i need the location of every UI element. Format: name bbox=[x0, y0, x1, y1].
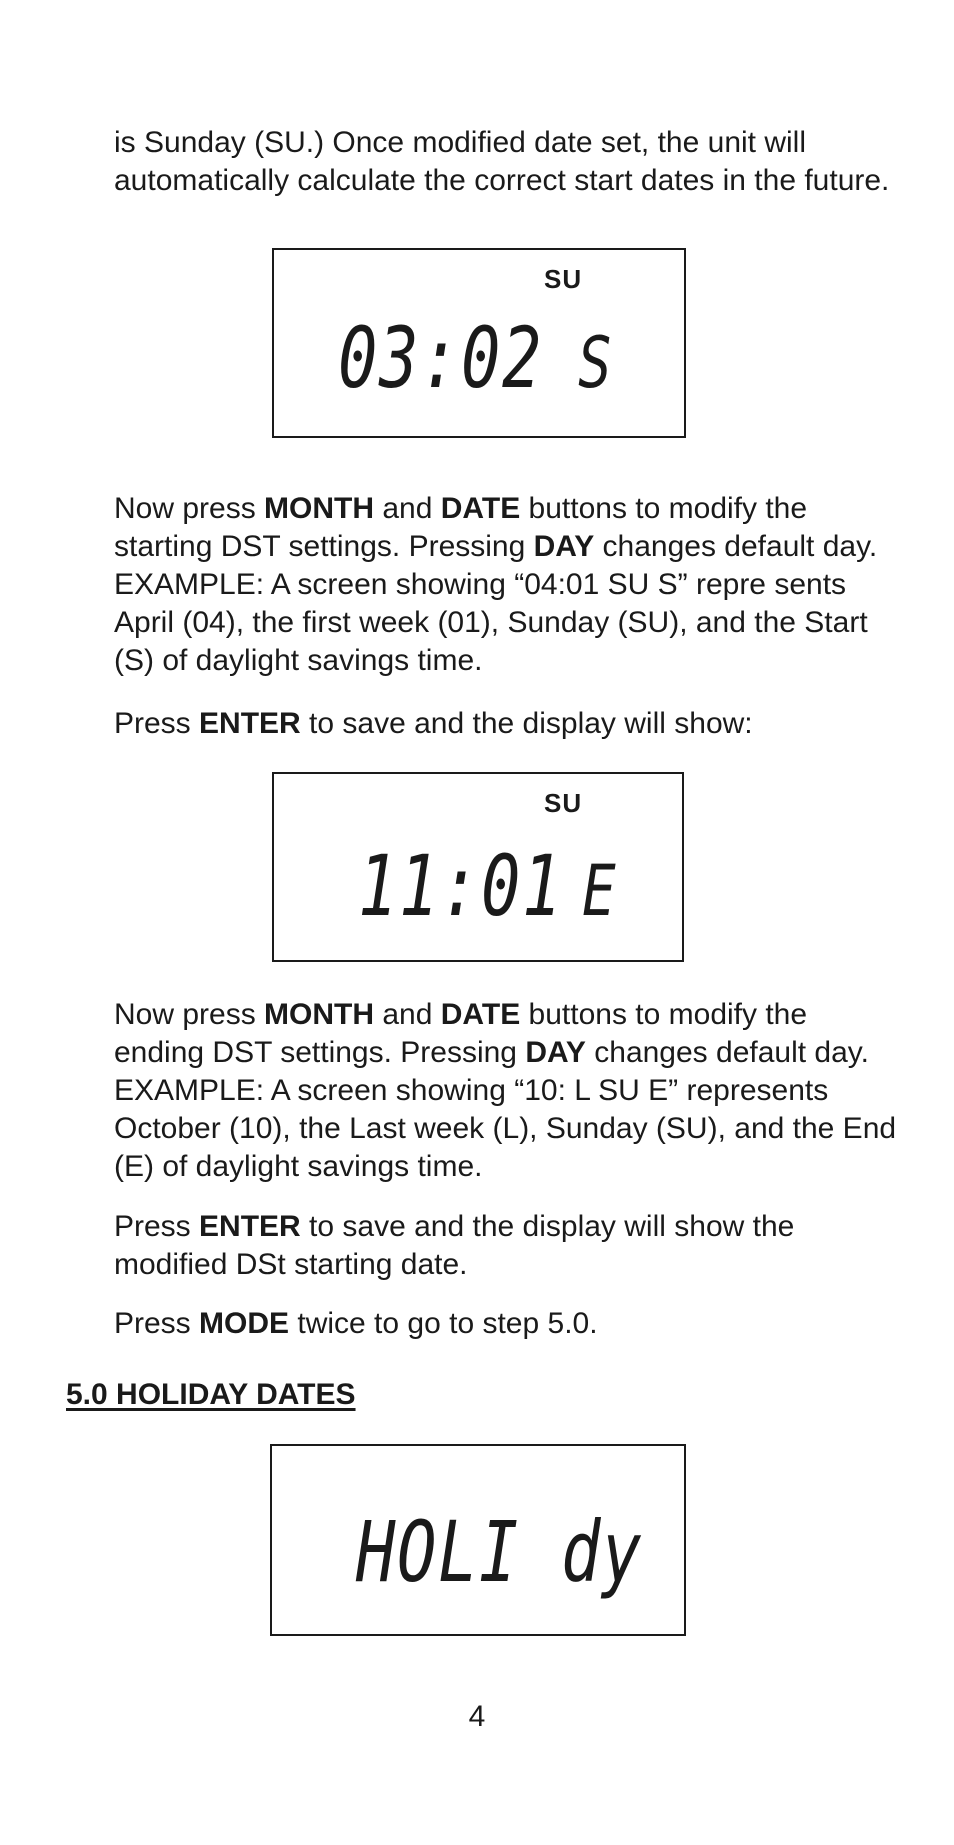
text-run: Press bbox=[114, 707, 200, 740]
lcd-day-label: SU bbox=[544, 264, 583, 294]
day-button-ref: DAY bbox=[525, 1036, 586, 1069]
text-run: and bbox=[374, 492, 441, 525]
text-run: twice to go to step 5.0. bbox=[289, 1307, 598, 1340]
text-run: Press bbox=[114, 1210, 200, 1243]
mode-paragraph bbox=[114, 1305, 904, 1343]
lcd-display-end bbox=[272, 772, 684, 962]
enter-button-ref: ENTER bbox=[199, 1210, 301, 1243]
lcd-day-label: SU bbox=[544, 788, 583, 818]
enter-button-ref: ENTER bbox=[199, 707, 301, 740]
enter-save-modified-paragraph bbox=[114, 1208, 904, 1284]
date-button-ref: DATE bbox=[440, 492, 521, 525]
date-button-ref: DATE bbox=[440, 998, 521, 1031]
text-run: to save and the display will show the modified DSt starting date. bbox=[114, 1210, 795, 1281]
lcd-digits: 11:01 bbox=[358, 837, 564, 935]
end-dst-paragraph bbox=[114, 996, 904, 1186]
lcd-digits: HOLI dy bbox=[356, 1503, 644, 1601]
lcd-flag: E bbox=[582, 850, 616, 932]
lcd-digits: 03:02 bbox=[338, 309, 544, 407]
text-run: buttons to modify the ending DST settings. Pressing bbox=[114, 998, 808, 1069]
text-run: Press bbox=[114, 1307, 200, 1340]
month-button-ref: MONTH bbox=[264, 492, 375, 525]
day-button-ref: DAY bbox=[533, 530, 595, 563]
lcd-display-holiday bbox=[270, 1444, 686, 1636]
page-number: 4 bbox=[468, 1700, 486, 1733]
mode-button-ref: MODE bbox=[199, 1307, 290, 1340]
text-run: changes default day. EXAMPLE: A screen showing “04:01 SU S” repre sents April (04), the first week (01), Sunday (SU), and the Start (S) of daylight savings time. bbox=[114, 530, 878, 677]
text-run: buttons to modify the starting DST settings. Pressing bbox=[114, 492, 808, 563]
section-heading: 5.0 HOLIDAY DATES bbox=[66, 1378, 356, 1411]
lcd-flag: S bbox=[578, 322, 612, 404]
text-run: Now press bbox=[114, 998, 265, 1031]
lcd-display-start bbox=[272, 248, 686, 438]
text-run: changes default day. EXAMPLE: A screen showing “10: L SU E” represents October (10), the Last week (L), Sunday (SU), and the End (E) of daylight savings time. bbox=[114, 1036, 897, 1183]
text-run: Now press bbox=[114, 492, 265, 525]
month-button-ref: MONTH bbox=[264, 998, 375, 1031]
text-run: and bbox=[374, 998, 441, 1031]
intro-paragraph bbox=[114, 124, 904, 200]
intro-text: is Sunday (SU.) Once modified date set, the unit will automatically calculate the correct start dates in the future. bbox=[114, 126, 890, 197]
start-dst-paragraph bbox=[114, 490, 904, 680]
text-run: to save and the display will show: bbox=[300, 707, 753, 740]
enter-save-paragraph bbox=[114, 705, 904, 743]
